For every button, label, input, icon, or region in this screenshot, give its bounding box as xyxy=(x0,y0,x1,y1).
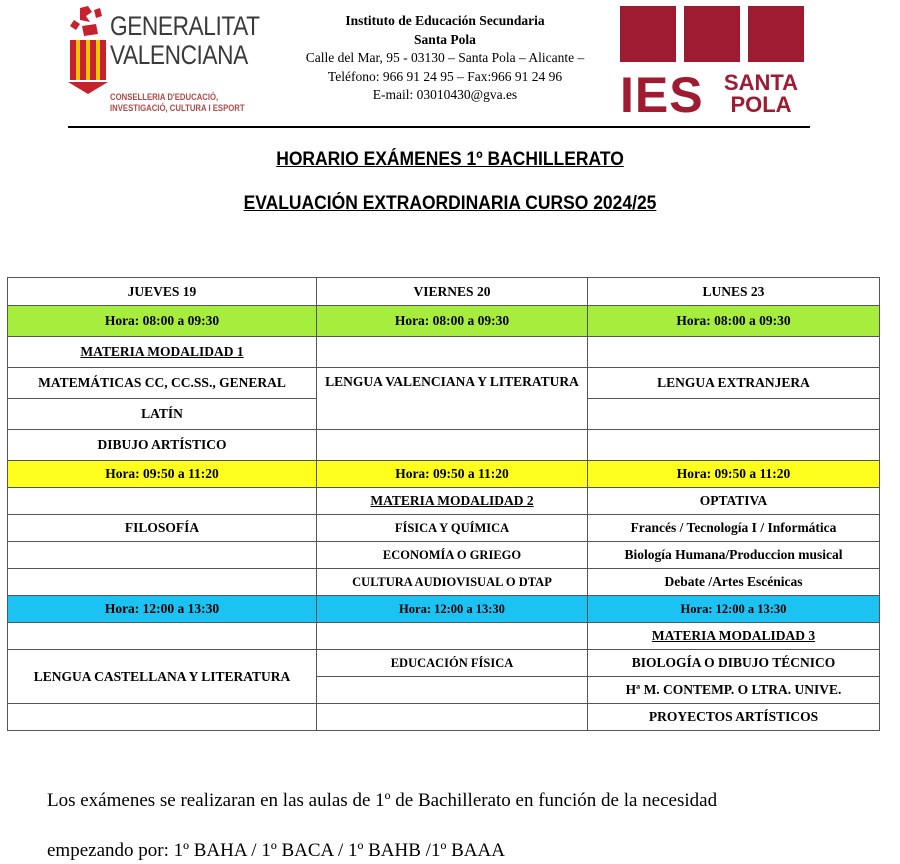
document-subtitle: EVALUACIÓN EXTRAORDINARIA CURSO 2024/25 xyxy=(243,193,657,214)
subject-cell: PROYECTOS ARTÍSTICOS xyxy=(588,704,880,731)
table-row xyxy=(8,623,880,650)
subject-cell: LENGUA VALENCIANA Y LITERATURA xyxy=(317,368,588,430)
time-slot: Hora: 12:00 a 13:30 xyxy=(317,596,588,623)
subject-cell: BIOLOGÍA O DIBUJO TÉCNICO xyxy=(588,650,880,677)
table-row xyxy=(8,542,880,569)
ies-santa-pola-logo xyxy=(620,6,804,123)
subject-cell: LENGUA CASTELLANA Y LITERATURA xyxy=(8,650,317,704)
logo-block xyxy=(620,6,676,62)
subject-cell: MATERIA MODALIDAD 3 xyxy=(588,623,880,650)
subject-cell: MATERIA MODALIDAD 1 xyxy=(8,337,317,368)
table-row xyxy=(8,569,880,596)
time-slot: Hora: 08:00 a 09:30 xyxy=(588,306,880,337)
empty-cell xyxy=(8,623,317,650)
logo-block xyxy=(684,6,740,62)
empty-cell xyxy=(8,704,317,731)
institute-info xyxy=(280,12,610,105)
empty-cell xyxy=(317,677,588,704)
generalitat-emblem-icon xyxy=(66,6,110,94)
subject-cell: EDUCACIÓN FÍSICA xyxy=(317,650,588,677)
document-title: HORARIO EXÁMENES 1º BACHILLERATO xyxy=(276,149,624,170)
empty-cell xyxy=(588,430,880,461)
table-row xyxy=(8,368,880,399)
subject-cell: Debate /Artes Escénicas xyxy=(588,569,880,596)
subject-cell: Biología Humana/Produccion musical xyxy=(588,542,880,569)
empty-cell xyxy=(8,542,317,569)
table-row xyxy=(8,704,880,731)
subject-cell: LENGUA EXTRANJERA xyxy=(588,368,880,399)
time-slot: Hora: 08:00 a 09:30 xyxy=(8,306,317,337)
header-divider xyxy=(68,126,810,128)
institute-phone: Teléfono: 966 91 24 95 – Fax:966 91 24 96 xyxy=(327,68,563,84)
subject-cell: MATERIA MODALIDAD 2 xyxy=(317,488,588,515)
subject-cell: MATEMÁTICAS CC, CC.SS., GENERAL xyxy=(8,368,317,399)
subject-cell: OPTATIVA xyxy=(588,488,880,515)
institute-email: E-mail: 03010430@gva.es xyxy=(372,87,518,102)
table-row xyxy=(8,488,880,515)
footer-note: Los exámenes se realizaran en las aulas de 1º de Bachillerato en función de la necesidad xyxy=(47,790,718,811)
subject-cell: CULTURA AUDIOVISUAL O DTAP xyxy=(317,569,588,596)
table-row xyxy=(8,515,880,542)
empty-cell xyxy=(317,704,588,731)
table-header-row xyxy=(8,278,880,306)
time-slot: Hora: 08:00 a 09:30 xyxy=(317,306,588,337)
logo-block xyxy=(748,6,804,62)
santa-pola-wordmark: SANTA POLA xyxy=(723,70,799,117)
day-header: VIERNES 20 xyxy=(317,278,588,306)
subject-cell: DIBUJO ARTÍSTICO xyxy=(8,430,317,461)
exam-schedule-table xyxy=(7,277,880,731)
day-header: LUNES 23 xyxy=(588,278,880,306)
subject-cell: Francés / Tecnología I / Informática xyxy=(588,515,880,542)
empty-cell xyxy=(317,337,588,368)
day-header: JUEVES 19 xyxy=(8,278,317,306)
time-slot: Hora: 09:50 a 11:20 xyxy=(588,461,880,488)
time-slot: Hora: 12:00 a 13:30 xyxy=(8,596,317,623)
ies-wordmark: IES xyxy=(620,67,704,123)
subject-cell: ECONOMÍA O GRIEGO xyxy=(317,542,588,569)
table-row xyxy=(8,650,880,677)
time-slot: Hora: 09:50 a 11:20 xyxy=(8,461,317,488)
subject-cell: LATÍN xyxy=(8,399,317,430)
empty-cell xyxy=(8,488,317,515)
time-slot: Hora: 09:50 a 11:20 xyxy=(317,461,588,488)
time-slot-row xyxy=(8,596,880,623)
empty-cell xyxy=(317,430,588,461)
empty-cell xyxy=(588,399,880,430)
empty-cell xyxy=(317,623,588,650)
footer-groups: empezando por: 1º BAHA / 1º BACA / 1º BAHB /1º BAAA xyxy=(47,840,505,861)
time-slot-row xyxy=(8,461,880,488)
conselleria-name: CONSELLERIA D'EDUCACIÓ, INVESTIGACIÓ, CULTURA I ESPORT xyxy=(110,92,245,113)
time-slot-row xyxy=(8,306,880,337)
empty-cell xyxy=(8,569,317,596)
institute-address: Calle del Mar, 95 - 03130 – Santa Pola – Alicante – xyxy=(305,50,585,65)
document-header xyxy=(0,0,900,130)
generalitat-valenciana-logo xyxy=(66,6,266,118)
institute-name: Santa Pola xyxy=(414,31,476,47)
empty-cell xyxy=(588,337,880,368)
time-slot: Hora: 12:00 a 13:30 xyxy=(588,596,880,623)
generalitat-name: GENERALITAT VALENCIANA xyxy=(110,11,260,70)
institute-type: Instituto de Educación Secundaria xyxy=(345,13,545,28)
subject-cell: Hª M. CONTEMP. O LTRA. UNIVE. xyxy=(588,677,880,704)
subject-cell: FILOSOFÍA xyxy=(8,515,317,542)
subject-cell: FÍSICA Y QUÍMICA xyxy=(317,515,588,542)
table-row xyxy=(8,430,880,461)
table-row xyxy=(8,337,880,368)
